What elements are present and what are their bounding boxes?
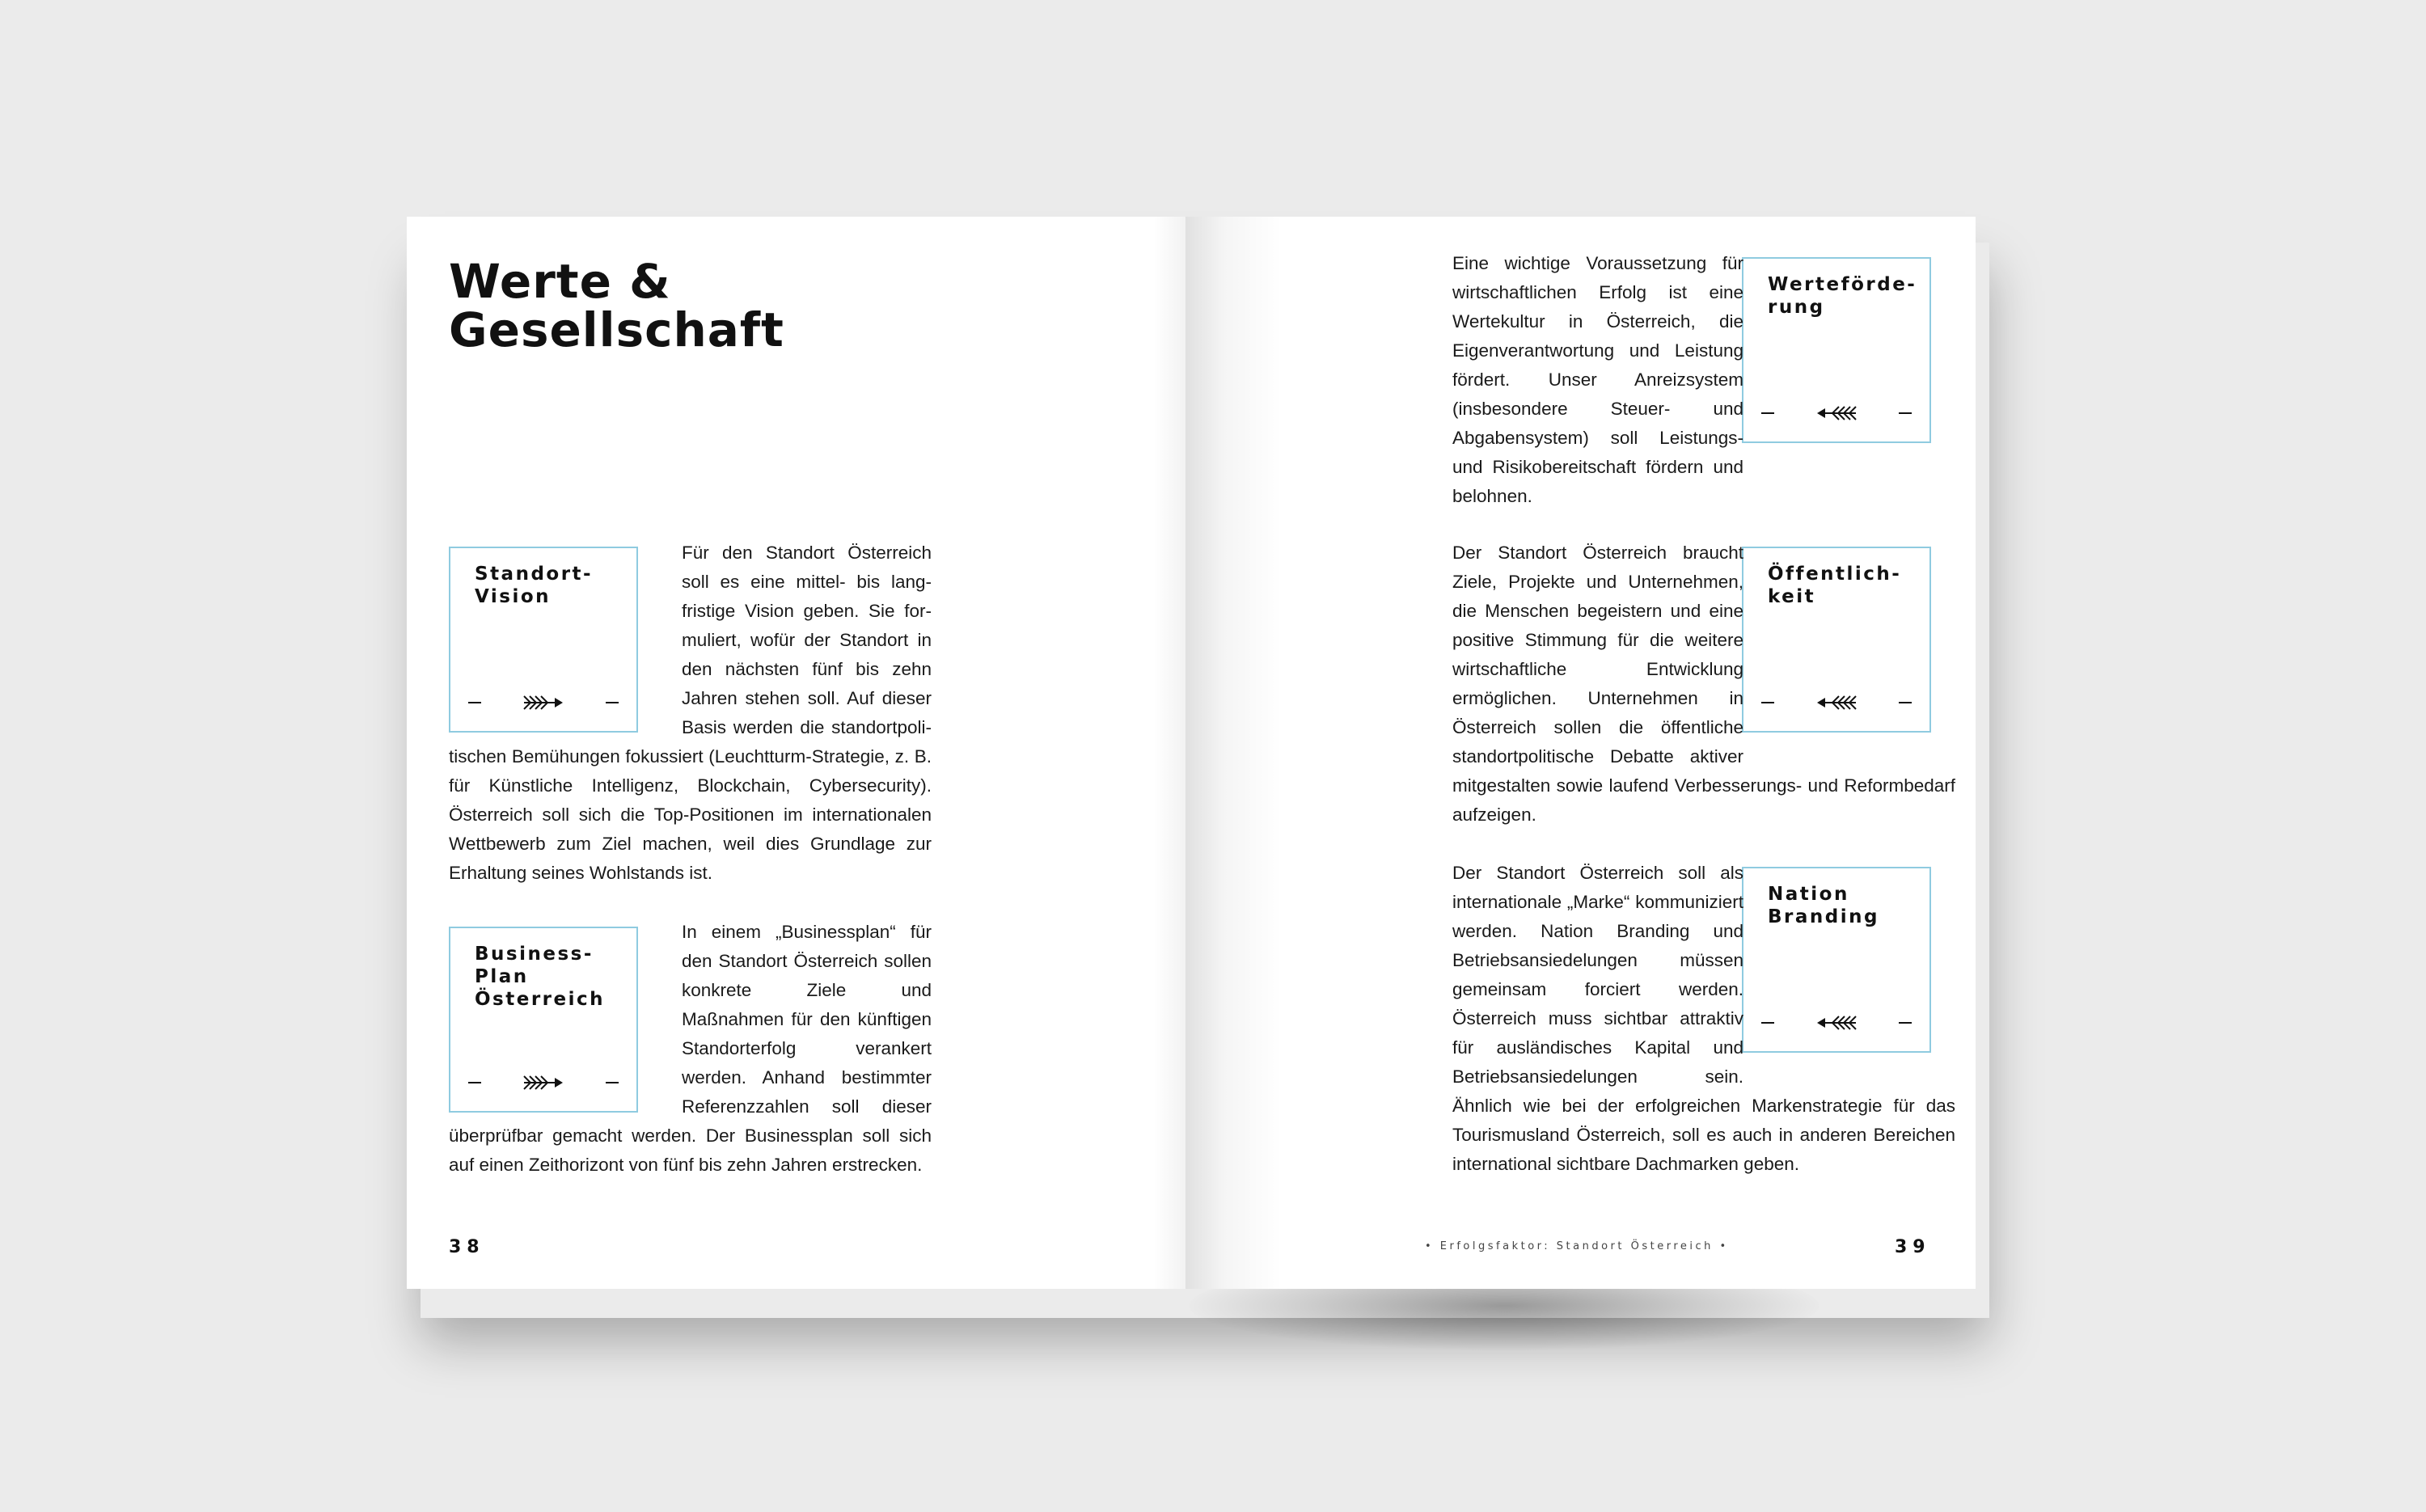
section-text-nation-branding	[1452, 859, 1955, 1179]
section-paragraph: Der Standort Österreich braucht Ziele, Projekte und Unternehmen, die Menschen begeistern und eine positive Stimmung für die weitere wirtschaftliche Entwicklung ermöglichen. Unternehmen in Österreich sollen die öffentliche standortpolitische Debatte aktiver mitgestalten sowie laufend Verbesserungs- und Reformbedarf aufzeigen.	[1452, 543, 1955, 825]
right-page	[1186, 217, 1976, 1289]
keyword-box-label: Öffentlich- keit	[1768, 564, 1902, 607]
title-line-2: Gesellschaft	[449, 302, 784, 357]
left-page	[407, 217, 1186, 1289]
page-number: 38	[449, 1237, 485, 1257]
keyword-box-label: Business- Plan Österreich	[475, 944, 606, 1010]
section-paragraph: In einem „Businessplan“ für den Standort Österreich sollen konkrete Ziele und Maßnahmen für den künftigen Standorterfolg verankert werden. Anhand bestimmter Referenzzahlen soll dieser überprüfbar gemacht werden. Der Businessplan soll sich auf einen Zeithorizont von fünf bis zehn Jahren erstrecken.	[449, 922, 932, 1175]
section-text-business-plan	[449, 918, 932, 1180]
page-number: 39	[1895, 1237, 1931, 1257]
page-title	[449, 254, 784, 357]
section-text-wertefoerderung	[1452, 249, 1955, 511]
keyword-box-label: Standort- Vision	[475, 564, 594, 607]
gutter-shading	[1153, 217, 1186, 1289]
section-text-standort-vision	[449, 538, 932, 888]
section-paragraph: Eine wichtige Voraussetzung für wirtschaftlichen Erfolg ist eine Wertekultur in Österreich, die Eigenverantwortung und Leistung fördert. Unser Anreizsystem (insbesondere Steuer- und Abgabensystem) soll Leistungs- und Risikobereitschaft fördern und belohnen.	[1452, 253, 1743, 506]
section-text-oeffentlichkeit	[1452, 538, 1955, 830]
keyword-box-label: Werteförde- rung	[1768, 274, 1917, 318]
keyword-box-label: Nation Branding	[1768, 884, 1879, 927]
running-head: • Erfolgsfaktor: Standort Österreich •	[1425, 1240, 1729, 1252]
title-line-1: Werte &	[449, 254, 671, 309]
section-paragraph: Der Standort Österreich soll als internationale „Marke“ kommuniziert werden. Nation Branding und Betriebsansiedelungen müssen gemeinsam forciert werden. Österreich muss sichtbar attraktiv für ausländisches Kapital und Betriebsansiedelungen sein. Ähnlich wie bei der erfolgreichen Markenstrategie für das Tourismusland Österreich, soll es auch in anderen Bereichen international sichtbare Dachmarken geben.	[1452, 863, 1955, 1174]
gutter-shading	[1186, 217, 1283, 1289]
section-paragraph: Für den Standort Österreich soll es eine mittel- bis langfristige Vision geben. Sie formuliert, wofür der Standort in den nächsten fünf bis zehn Jahren stehen soll. Auf dieser Basis werden die standortpolitischen Bemühungen fokussiert (Leuchtturm-Strategie, z. B. für Künstliche Intelligenz, Blockchain, Cybersecurity). Österreich soll sich die Top-Positionen im internationalen Wettbewerb zum Ziel machen, weil dies Grundlage zur Erhaltung seines Wohlstands ist.	[449, 543, 932, 883]
